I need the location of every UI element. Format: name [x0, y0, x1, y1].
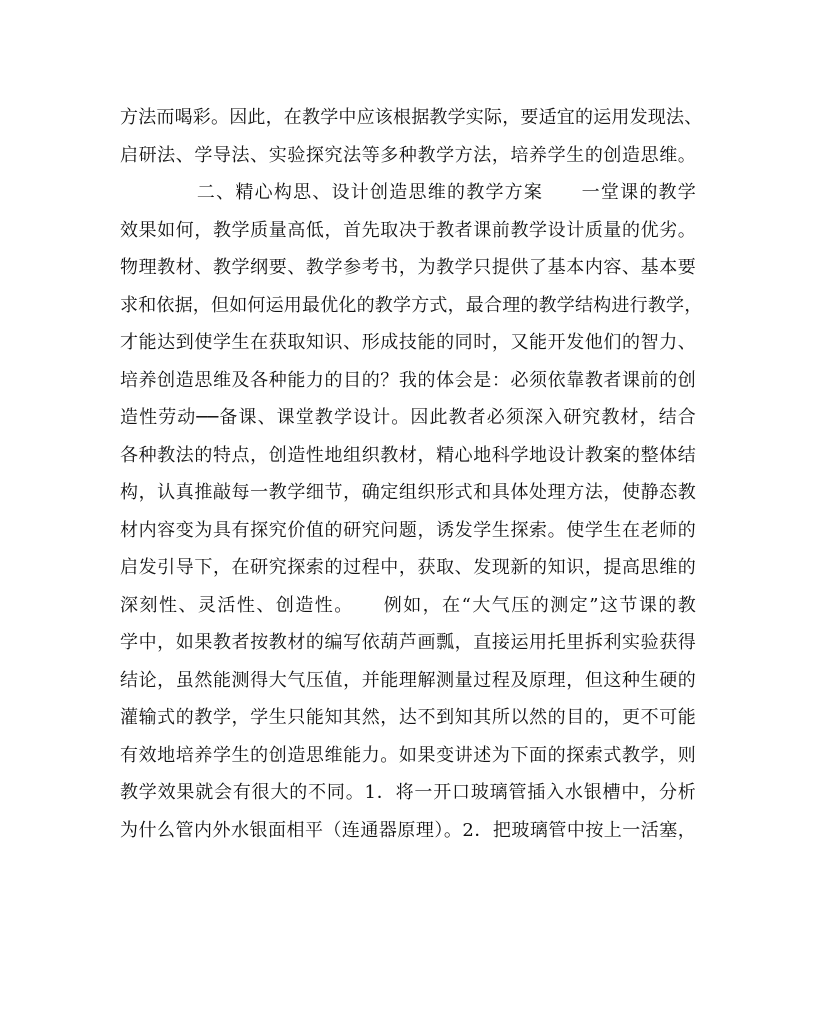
- text-line-5: 物理教材、教学纲要、教学参考书，为教学只提供了基本内容、基本要: [120, 257, 696, 278]
- text-line-8: 培养创造思维及各种能力的目的？我的体会是：必须依靠教者课前的创: [120, 369, 696, 391]
- text-line-2: 启研法、学导法、实验探究法等多种教学方法，培养学生的创造思维。: [120, 144, 696, 166]
- body-text: [120, 99, 703, 849]
- text-line-18: 有效地培养学生的创造思维能力。如果变讲述为下面的探索式教学，则: [120, 744, 696, 766]
- text-line-15: 学中，如果教者按教材的编写依葫芦画瓢，直接运用托里拆利实验获得: [120, 632, 696, 653]
- text-line-16: 结论，虽然能测得大气压值，并能理解测量过程及原理，但这种生硬的: [120, 669, 696, 691]
- text-line-19: 教学效果就会有很大的不同。1．将一开口玻璃管插入水银槽中，分析: [120, 782, 696, 803]
- text-line-12: 材内容变为具有探究价值的研究问题，诱发学生探索。使学生在老师的: [120, 519, 696, 541]
- text-line-7: 才能达到使学生在获取知识、形成技能的同时，又能开发他们的智力、: [120, 332, 696, 353]
- text-line-17: 灌输式的教学，学生只能知其然，达不到知其所以然的目的，更不可能: [120, 707, 696, 728]
- text-line-13: 启发引导下，在研究探索的过程中，获取、发现新的知识，提高思维的: [120, 557, 696, 578]
- text-line-14: 深刻性、灵活性、创造性。 例如，在“大气压的测定”这节课的教: [120, 594, 696, 616]
- text-line-20: 为什么管内外水银面相平（连通器原理）。2．把玻璃管中按上一活塞，: [120, 819, 696, 841]
- text-line-6: 求和依据，但如何运用最优化的教学方式，最合理的教学结构进行教学，: [120, 294, 703, 316]
- text-line-9: 造性劳动──备课、课堂教学设计。因此教者必须深入研究教材，结合: [120, 407, 696, 428]
- text-line-3: 二、精心构思、设计创造思维的教学方案 一堂课的教学: [120, 182, 696, 203]
- text-line-1: 方法而喝彩。因此，在教学中应该根据教学实际，要适宜的运用发现法、: [120, 107, 703, 128]
- text-line-4: 效果如何，教学质量高低，首先取决于教者课前教学设计质量的优劣。: [120, 219, 696, 241]
- text-line-10: 各种教法的特点，创造性地组织教材，精心地科学地设计教案的整体结: [120, 444, 696, 466]
- text-line-11: 构，认真推敲每一教学细节，确定组织形式和具体处理方法，使静态教: [120, 482, 696, 503]
